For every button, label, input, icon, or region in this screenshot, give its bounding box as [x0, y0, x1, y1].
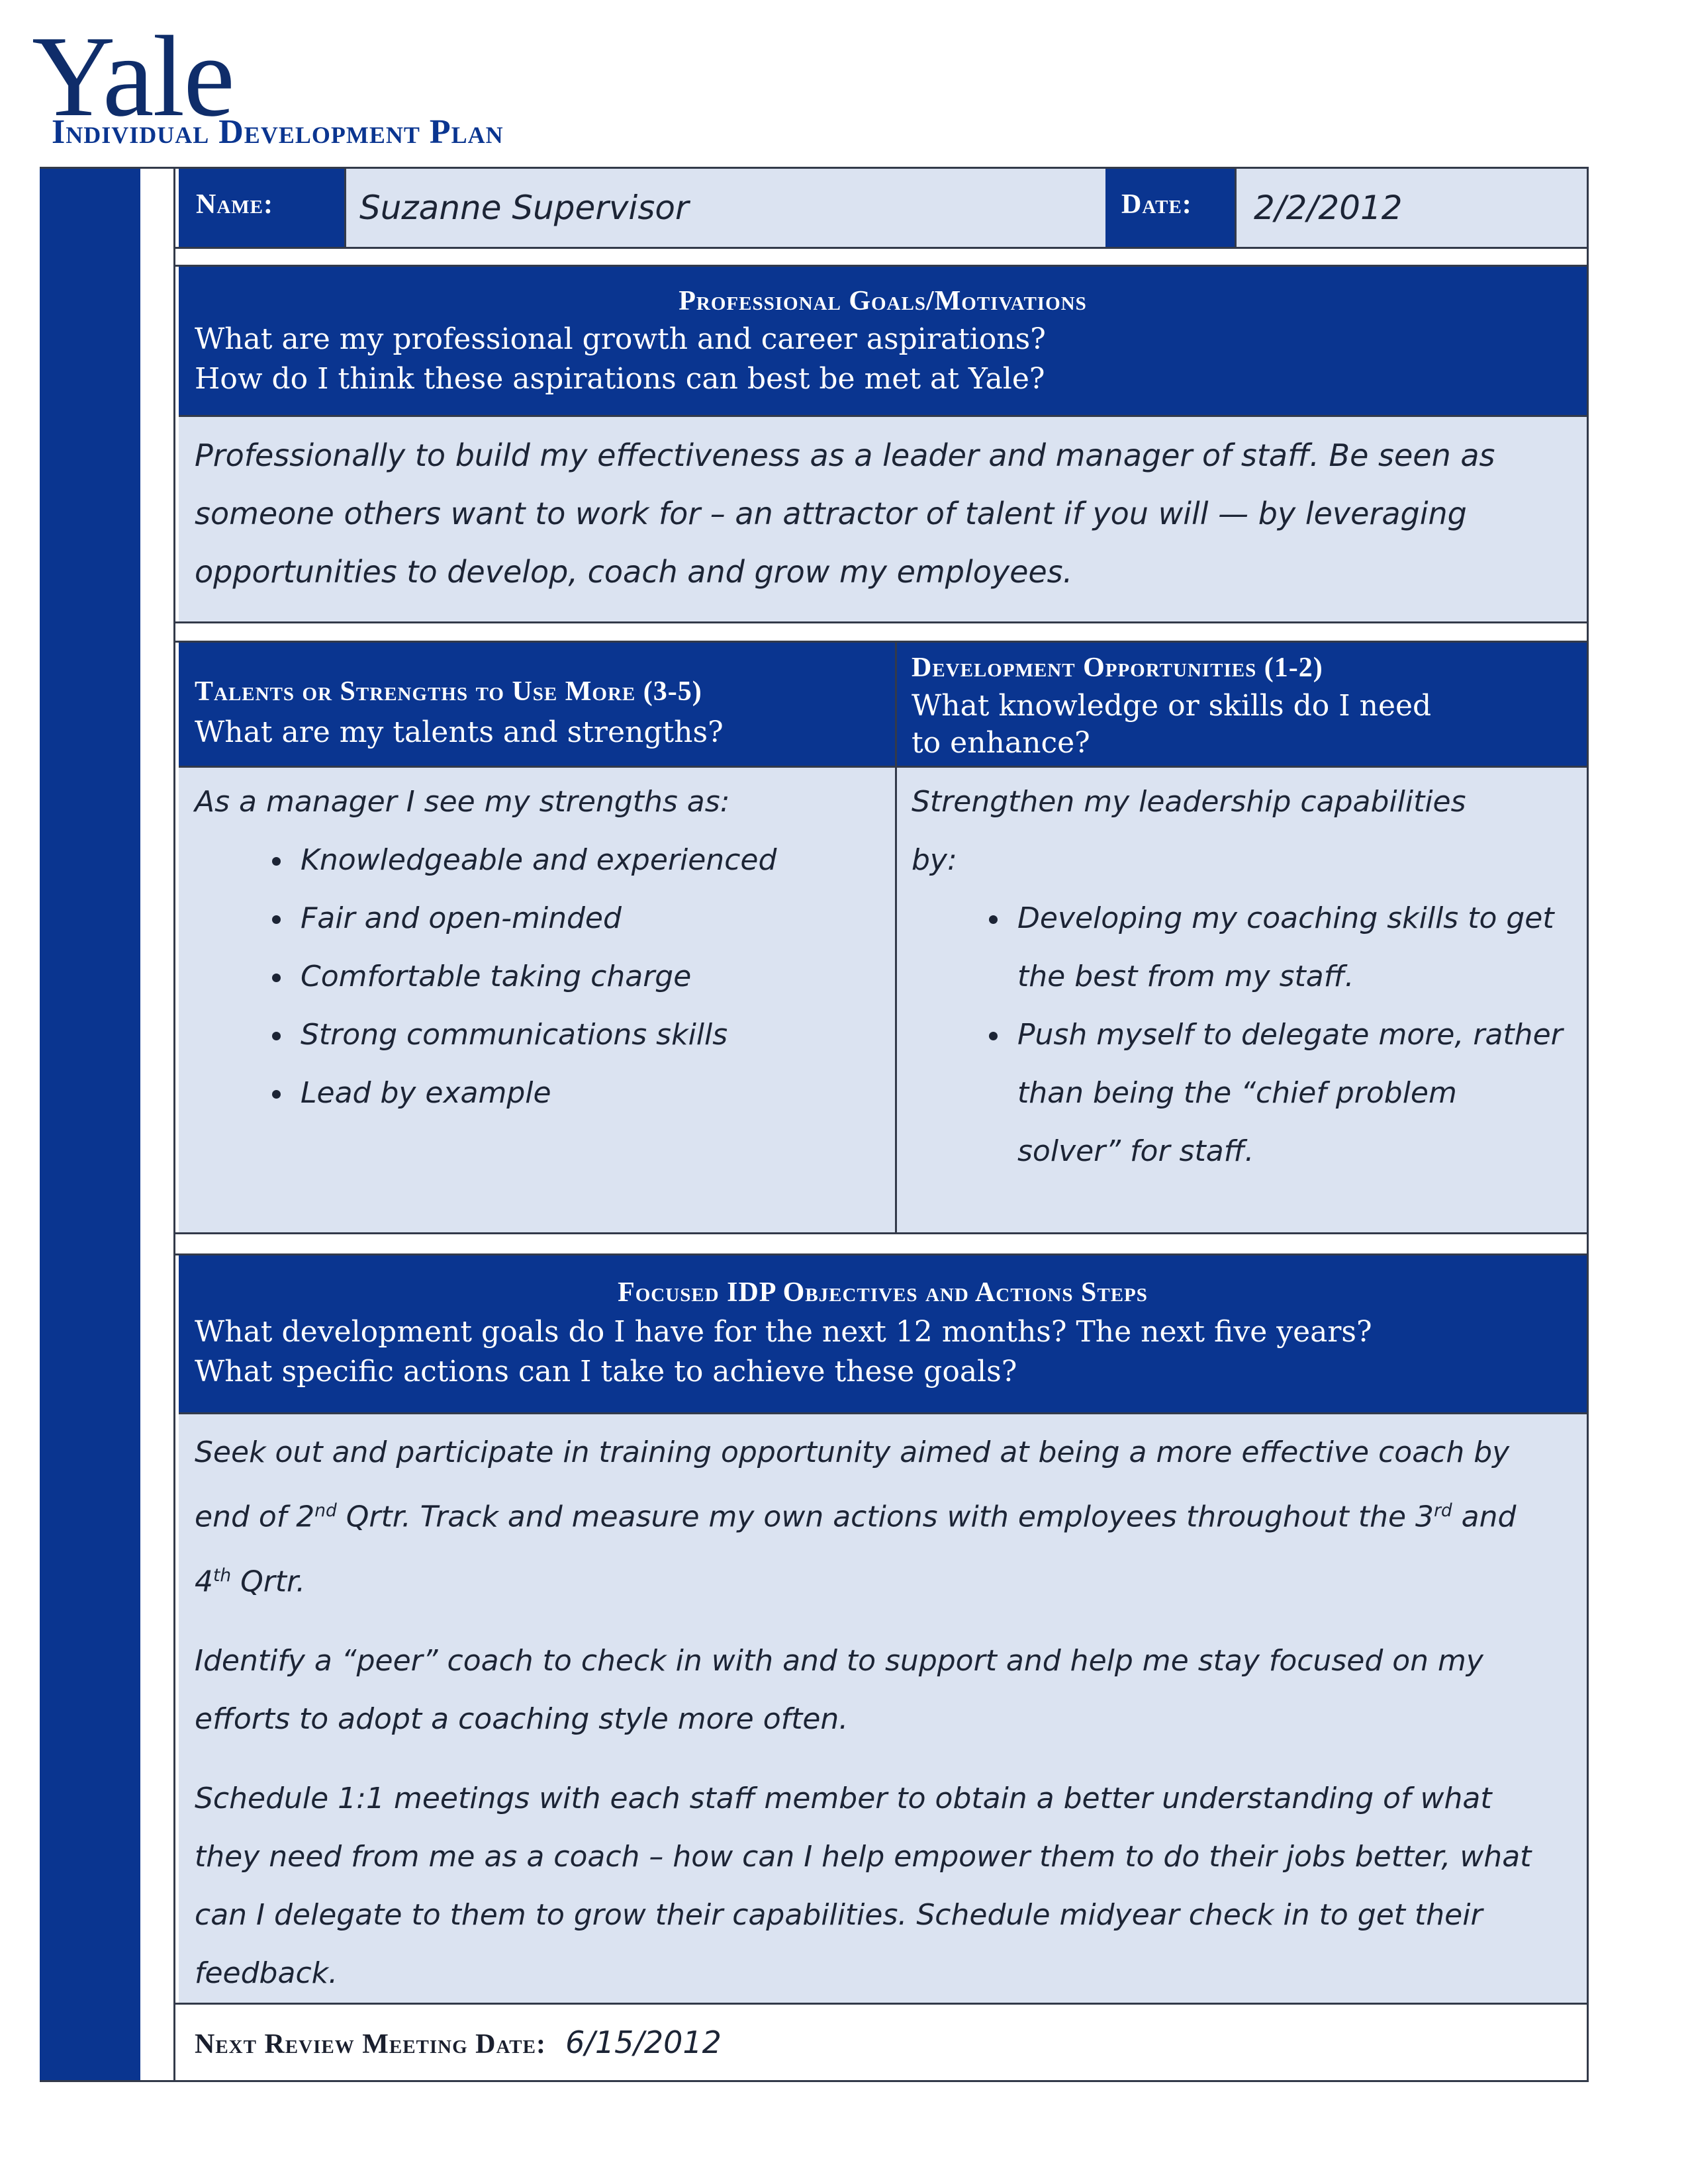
date-field[interactable]: [1235, 169, 1587, 247]
development-answer-field[interactable]: [897, 766, 1587, 1232]
date-label-cell: [1105, 169, 1235, 247]
row-divider-1: [173, 247, 1589, 249]
talents-item: • Knowledgeable and experienced: [294, 831, 882, 889]
split-bottom-rule: [173, 1232, 1589, 1234]
talents-question: What are my talents and strengths?: [195, 715, 724, 749]
development-item: • Push myself to delegate more, rather than being the “chief problem solver” for staff.: [1011, 1006, 1567, 1181]
development-list: [912, 889, 1567, 1181]
name-label-cell: [179, 169, 344, 247]
goals-question-1: What are my professional growth and career aspirations?: [195, 322, 1046, 356]
development-question: What knowledge or skills do I need to enhance?: [912, 689, 1432, 760]
development-header: [897, 643, 1587, 766]
date-value: 2/2/2012: [1254, 189, 1403, 227]
development-heading: Development Opportunities (1-2): [912, 653, 1323, 683]
objectives-question-1: What development goals do I have for the next 12 months? The next five years?: [195, 1315, 1372, 1349]
objectives-paragraph-2: Identify a “peer” coach to check in with and to support and help me stay focused on my efforts to adopt a coaching style more often.: [195, 1644, 1483, 1737]
talents-list: [195, 831, 882, 1122]
objectives-header: [179, 1255, 1587, 1412]
date-label: Date:: [1121, 189, 1192, 220]
document-title: Individual Development Plan: [52, 113, 504, 151]
objectives-paragraph-1: Seek out and participate in training opportunity aimed at being a more effective coach by end of 2nd Qrtr. Track and measure my own actions with employees throughout the 3rd and 4th Qrtr.: [195, 1435, 1517, 1599]
objectives-heading: Focused IDP Objectives and Actions Steps: [618, 1277, 1148, 1308]
name-label: Name:: [196, 189, 273, 220]
goals-question-2: How do I think these aspirations can best be met at Yale?: [195, 362, 1045, 396]
next-review-value[interactable]: 6/15/2012: [565, 2025, 722, 2060]
name-value: Suzanne Supervisor: [359, 189, 689, 227]
name-field[interactable]: [344, 169, 1105, 247]
talents-header: [179, 643, 895, 766]
objectives-paragraph-3: Schedule 1:1 meetings with each staff member to obtain a better understanding of what they need from me as a coach – how can I help empower them to do their jobs better, what can I delegate to them to grow their capabilities. Schedule midyear check in to get their feedback.: [195, 1782, 1532, 1991]
development-intro: Strengthen my leadership capabilities by:: [912, 785, 1466, 877]
next-review-label: Next Review Meeting Date:: [195, 2029, 546, 2060]
objectives-answer-field[interactable]: [179, 1412, 1587, 2003]
talents-answer-field[interactable]: [179, 766, 895, 1232]
talents-intro: As a manager I see my strengths as:: [195, 785, 730, 819]
talents-item: • Strong communications skills: [294, 1006, 882, 1064]
next-review-row: [179, 2005, 1587, 2080]
left-accent-bar: [40, 167, 140, 2082]
goals-answer-field[interactable]: [179, 415, 1587, 621]
left-divider-line: [173, 167, 175, 2082]
development-item: • Developing my coaching skills to get the best from my staff.: [1011, 889, 1567, 1006]
goals-bottom-rule: [173, 621, 1589, 623]
frame-right: [1587, 167, 1589, 2082]
goals-header: [179, 267, 1587, 415]
talents-item: • Fair and open-minded: [294, 889, 882, 948]
yale-logo: Yale: [32, 12, 234, 140]
talents-item: • Lead by example: [294, 1064, 882, 1122]
talents-heading: Talents or Strengths to Use More (3-5): [195, 676, 702, 707]
goals-heading: Professional Goals/Motivations: [679, 286, 1087, 316]
goals-answer: Professionally to build my effectiveness as a leader and manager of staff. Be seen as someone others want to work for – an attractor of talent if you will — by leveraging opportunities to develop, coach and grow my employees.: [195, 437, 1495, 590]
talents-item: • Comfortable taking charge: [294, 948, 882, 1006]
objectives-question-2: What specific actions can I take to achieve these goals?: [195, 1355, 1017, 1388]
frame-bottom: [40, 2080, 1589, 2082]
